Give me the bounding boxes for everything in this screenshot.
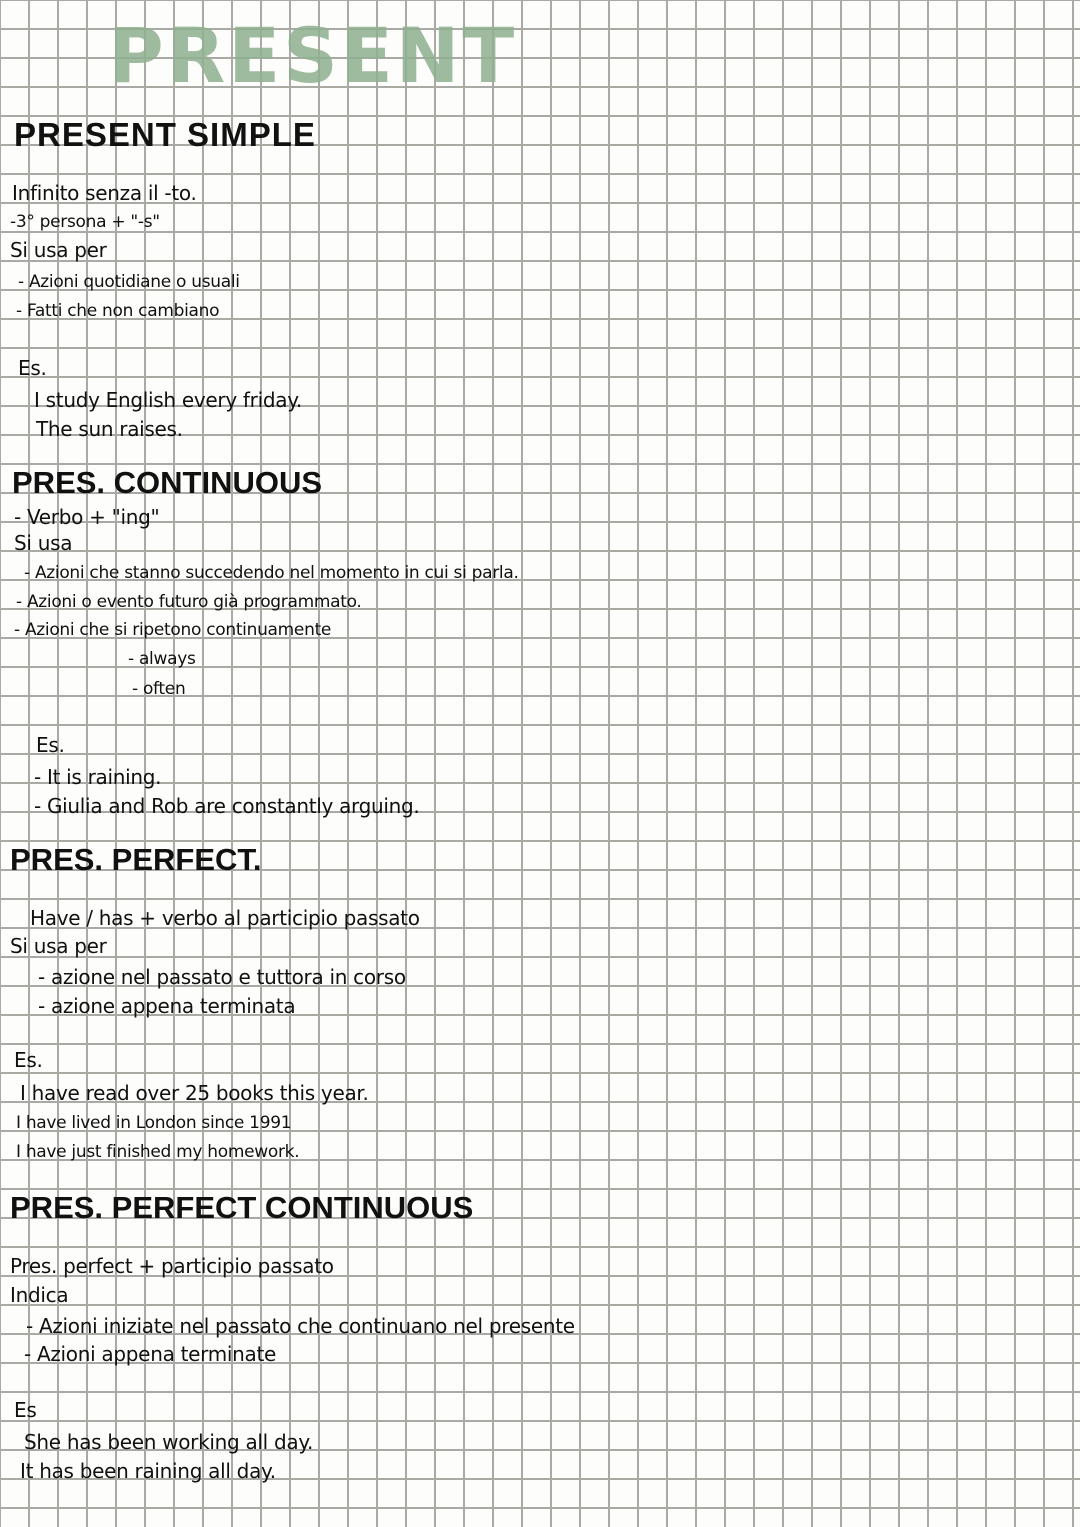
rule-line: Indica <box>10 1283 69 1307</box>
bullet-item: - Azioni quotidiane o usuali <box>18 272 240 292</box>
example-line: - Giulia and Rob are constantly arguing. <box>34 794 420 818</box>
example-line: She has been working all day. <box>24 1430 314 1454</box>
rule-line: Pres. perfect + participio passato <box>10 1254 334 1278</box>
example-line: The sun raises. <box>36 417 183 441</box>
rule-line: -3° persona + "-s" <box>10 212 160 232</box>
section-heading: PRESENT SIMPLE <box>14 116 316 153</box>
bullet-item: - Azioni iniziate nel passato che continuano nel presente <box>26 1314 575 1338</box>
bullet-item: - azione appena terminata <box>38 994 296 1018</box>
example-line: I study English every friday. <box>34 388 302 412</box>
section-heading: PRES. PERFECT CONTINUOUS <box>10 1190 474 1225</box>
rule-line: - Verbo + "ing" <box>14 505 160 529</box>
rule-line: Si usa per <box>10 934 107 958</box>
example-label: Es. <box>36 733 65 757</box>
rule-line: Infinito senza il -to. <box>12 181 197 205</box>
bullet-item: - Azioni che si ripetono continuamente <box>14 620 332 640</box>
section-heading: PRES. CONTINUOUS <box>12 465 323 500</box>
example-line: - It is raining. <box>34 765 162 789</box>
example-line: I have lived in London since 1991 <box>16 1113 292 1133</box>
bullet-item: - Fatti che non cambiano <box>16 301 220 321</box>
rule-line: Si usa <box>14 531 73 555</box>
sub-bullet-item: - often <box>132 679 186 699</box>
example-label: Es <box>14 1398 37 1422</box>
section-heading: PRES. PERFECT. <box>10 842 262 877</box>
page-title: PRESENT <box>108 11 518 100</box>
example-line: It has been raining all day. <box>20 1459 276 1483</box>
rule-line: Si usa per <box>10 238 107 262</box>
rule-line: Have / has + verbo al participio passato <box>30 906 420 930</box>
bullet-item: - azione nel passato e tuttora in corso <box>38 965 406 989</box>
example-line: I have just finished my homework. <box>16 1142 300 1162</box>
bullet-item: - Azioni o evento futuro già programmato. <box>16 592 362 612</box>
sub-bullet-item: - always <box>128 649 196 669</box>
bullet-item: - Azioni appena terminate <box>24 1342 277 1366</box>
bullet-item: - Azioni che stanno succedendo nel momento in cui si parla. <box>24 563 519 583</box>
example-line: I have read over 25 books this year. <box>20 1081 369 1105</box>
example-label: Es. <box>14 1048 43 1072</box>
example-label: Es. <box>18 356 47 380</box>
